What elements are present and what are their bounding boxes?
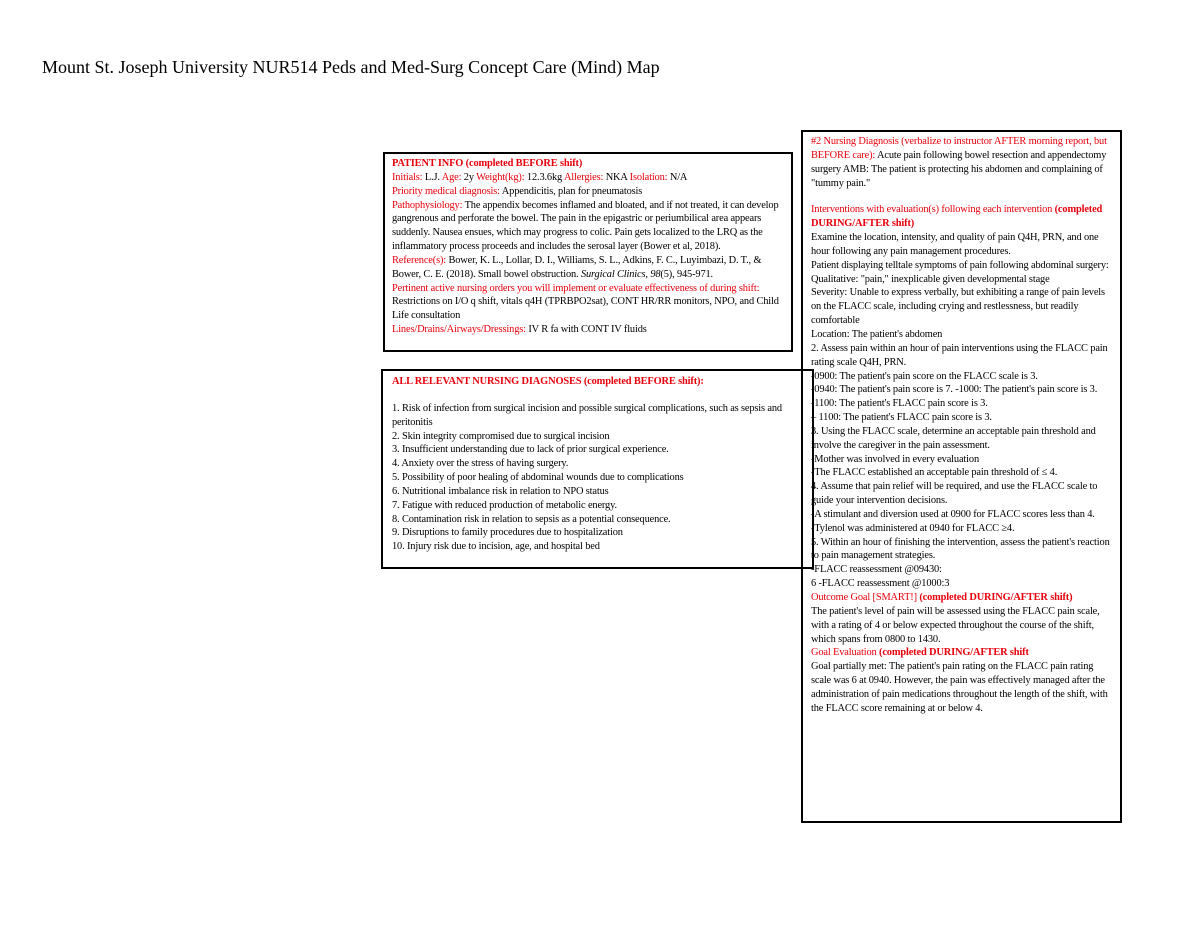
intervention-line: 2. Assess pain within an hour of pain interventions using the FLACC pain rating scale Q4H, PRN. xyxy=(811,342,1108,368)
intervention-line: Examine the location, intensity, and quality of pain Q4H, PRN, and one hour following any pain management procedures. xyxy=(811,232,1099,257)
patient-info-heading: PATIENT INFO (completed BEFORE shift) xyxy=(392,158,583,169)
nursing-diagnosis-item: 4. Anxiety over the stress of having surgery. xyxy=(392,458,569,470)
intervention-line: 5. Within an hour of finishing the intervention, assess the patient's reaction to pain management strategies. xyxy=(811,536,1110,562)
evaluation-heading xyxy=(811,646,1112,660)
outcome-label: Outcome Goal [SMART!] xyxy=(811,592,920,603)
dx2-label: #2 Nursing Diagnosis (verbalize to instructor AFTER morning report, but BEFORE care): xyxy=(811,136,1107,161)
isolation-label: Isolation: xyxy=(629,171,668,183)
interventions-bold: (completed DURING/AFTER shift) xyxy=(811,204,1103,230)
nursing-diagnosis-item: 7. Fatigue with reduced production of metabolic energy. xyxy=(392,499,617,511)
reference-pages: (5), 945-971. xyxy=(660,268,713,280)
outcome-bold: (completed DURING/AFTER shift) xyxy=(919,592,1073,603)
priority-diagnosis xyxy=(392,185,784,199)
allergies-value: NKA xyxy=(603,171,630,183)
intervention-line: -0940: The patient's pain score is 7. -1000: The patient's pain score is 3. xyxy=(811,384,1098,396)
intervention-line: -Mother was involved in every evaluation xyxy=(811,453,979,465)
eval-bold: (completed DURING/AFTER shift xyxy=(879,647,1029,659)
lines-label: Lines/Drains/Airways/Dressings: xyxy=(392,324,526,336)
care-plan-box xyxy=(801,130,1122,823)
reference-journal: Surgical Clinics xyxy=(580,268,646,280)
intervention-line: 4. Assume that pain relief will be required, and use the FLACC scale to guide your intervention decisions. xyxy=(811,481,1098,507)
reference-text: Bower, K. L., Lollar, D. I., Williams, S. L., Adkins, F. C., Luyimbazi, D. T., & Bower, C. E. (2018). Small bowel obstruction. xyxy=(392,254,762,280)
age-value: 2y xyxy=(461,171,477,183)
intervention-line: -The FLACC established an acceptable pain threshold of ≤ 4. xyxy=(811,467,1058,479)
evaluation-value: Goal partially met: The patient's pain rating on the FLACC pain rating scale was 6 at 0940. However, the pain was effectively managed after the administration of pain medications throughout the length of the shift, with the FLACC score remaining at or below 4. xyxy=(811,661,1108,714)
nursing-diagnosis-item: 1. Risk of infection from surgical incision and possible surgical complications, such as sepsis and peritonitis xyxy=(392,402,782,428)
isolation-value: N/A xyxy=(667,171,688,183)
interventions-list xyxy=(811,231,1112,591)
lines-drains xyxy=(392,323,784,337)
weight-label: Weight(kg): xyxy=(476,171,525,183)
page-title: Mount St. Joseph University NUR514 Peds and Med-Surg Concept Care (Mind) Map xyxy=(42,57,660,77)
patho-value: The appendix becomes inflamed and bloated, and if not treated, it can develop gangrenous and perforate the bowel. The pain in the epigastric or periumbilical area appears suddenly. Nausea ensues, which may progress to colic. Pain gets localized to the LRQ as the inflammatory process proceeds and includes the serosal layer (Bower et al, 2018). xyxy=(392,199,779,253)
intervention-line: -FLACC reassessment @09430: xyxy=(811,564,942,576)
intervention-line: -Tylenol was administered at 0940 for FLACC ≥4. xyxy=(811,522,1015,534)
nursing-orders xyxy=(392,282,784,324)
dx2-section xyxy=(811,135,1112,190)
patient-demographics xyxy=(392,171,784,185)
reference-volume: 98 xyxy=(650,268,661,280)
patient-info-box xyxy=(383,152,793,352)
reference-label: Reference(s): xyxy=(392,254,447,266)
nursing-diagnoses-heading: ALL RELEVANT NURSING DIAGNOSES (completed BEFORE shift): xyxy=(392,376,704,387)
lines-value: IV R fa with CONT IV fluids xyxy=(525,324,647,336)
interventions-heading xyxy=(811,203,1112,231)
orders-value: Restrictions on I/O q shift, vitals q4H (TPRBPO2sat), CONT HR/RR monitors, NPO, and Child Life consultation xyxy=(392,296,779,322)
priority-value: Appendicitis, plan for pneumatosis xyxy=(499,185,643,197)
nursing-diagnosis-item: 5. Possibility of poor healing of abdominal wounds due to complications xyxy=(392,472,684,484)
nursing-diagnoses-list xyxy=(392,402,803,554)
dx2-value: Acute pain following bowel resection and appendectomy surgery AMB: The patient is protecting his abdomen and complaining of "tummy pain." xyxy=(811,149,1107,189)
outcome-value: The patient's level of pain will be assessed using the FLACC pain scale, with a rating of 4 or below expected throughout the course of the shift, which spans from 0800 to 1430. xyxy=(811,605,1100,645)
weight-value: 12.3.6kg xyxy=(524,171,564,183)
intervention-line: Location: The patient's abdomen xyxy=(811,328,943,340)
nursing-diagnosis-item: 10. Injury risk due to incision, age, and hospital bed xyxy=(392,541,600,553)
intervention-line: Severity: Unable to express verbally, but exhibiting a range of pain levels on the FLACC scale, including crying and restlessness, but readily comfortable xyxy=(811,287,1105,327)
nursing-diagnosis-item: 3. Insufficient understanding due to lack of prior surgical experience. xyxy=(392,444,669,456)
priority-label: Priority medical diagnosis: xyxy=(392,185,500,197)
intervention-line: 6 -FLACC reassessment @1000:3 xyxy=(811,578,950,590)
eval-label: Goal Evaluation xyxy=(811,647,880,659)
nursing-diagnosis-item: 2. Skin integrity compromised due to surgical incision xyxy=(392,430,610,442)
intervention-line: Qualitative: "pain," inexplicable given developmental stage xyxy=(811,273,1050,285)
reference-sep: , xyxy=(645,268,651,280)
intervention-line: 3. Using the FLACC scale, determine an acceptable pain threshold and involve the caregiver in the pain assessment. xyxy=(811,425,1096,451)
initials-value: L.J. xyxy=(422,171,442,183)
allergies-label: Allergies: xyxy=(563,171,604,183)
orders-label: Pertinent active nursing orders you will implement or evaluate effectiveness of during shift: xyxy=(392,282,760,294)
intervention-line: -A stimulant and diversion used at 0900 for FLACC scores less than 4. xyxy=(811,508,1095,520)
intervention-line: -1100: The patient's FLACC pain score is 3. xyxy=(811,398,988,410)
intervention-line: -0900: The patient's pain score on the FLACC scale is 3. xyxy=(811,370,1038,382)
nursing-diagnosis-item: 8. Contamination risk in relation to sepsis as a potential consequence. xyxy=(392,513,671,525)
age-label: Age: xyxy=(441,171,462,183)
intervention-line: Patient displaying telltale symptoms of pain following abdominal surgery: xyxy=(811,259,1109,271)
outcome-heading xyxy=(811,591,1112,605)
patho-label: Pathophysiology: xyxy=(392,199,463,211)
intervention-line: – 1100: The patient's FLACC pain score is 3. xyxy=(811,412,992,424)
interventions-label: Interventions with evaluation(s) following each intervention xyxy=(811,204,1055,216)
initials-label: Initials: xyxy=(392,171,423,183)
pathophysiology xyxy=(392,199,784,254)
nursing-diagnoses-box xyxy=(381,369,814,569)
nursing-diagnosis-item: 9. Disruptions to family procedures due to hospitalization xyxy=(392,527,623,539)
reference xyxy=(392,254,784,282)
nursing-diagnosis-item: 6. Nutritional imbalance risk in relation to NPO status xyxy=(392,485,609,497)
